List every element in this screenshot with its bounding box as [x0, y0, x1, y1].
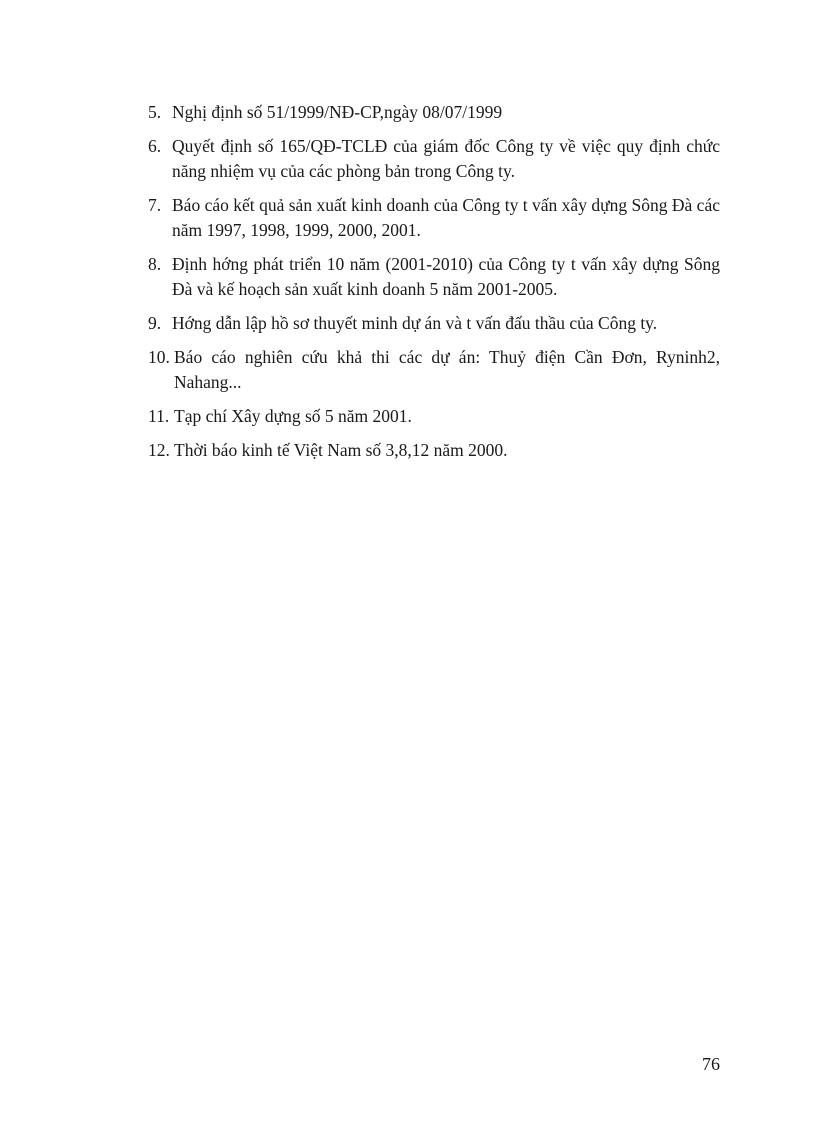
reference-text: Hớng dẫn lập hồ sơ thuyết minh dự án và t vấn đấu thầu của Công ty.	[172, 313, 658, 333]
reference-item	[148, 404, 720, 429]
reference-number: 6.	[148, 136, 162, 156]
reference-number: 5.	[148, 102, 162, 122]
reference-text: Quyết định số 165/QĐ-TCLĐ của giám đốc Công ty về việc quy định chức năng nhiệm vụ của các phòng bản trong Công ty.	[172, 136, 720, 181]
reference-text: Nghị định số 51/1999/NĐ-CP,ngày 08/07/1999	[172, 102, 503, 122]
reference-item	[148, 100, 720, 125]
reference-text: Báo cáo kết quả sản xuất kinh doanh của Công ty t vấn xây dựng Sông Đà các năm 1997, 1998, 1999, 2000, 2001.	[172, 195, 720, 240]
reference-text: Thời báo kinh tế Việt Nam số 3,8,12 năm 2000.	[174, 440, 508, 460]
reference-number: 10.	[148, 347, 170, 367]
reference-item	[148, 438, 720, 463]
reference-item	[148, 134, 720, 184]
reference-number: 9.	[148, 313, 162, 333]
reference-item	[148, 311, 720, 336]
reference-item	[148, 193, 720, 243]
reference-number: 8.	[148, 254, 162, 274]
reference-number: 7.	[148, 195, 162, 215]
reference-number: 12.	[148, 440, 170, 460]
reference-item	[148, 345, 720, 395]
reference-text: Định hớng phát triển 10 năm (2001-2010) của Công ty t vấn xây dựng Sông Đà và kế hoạch sản xuất kinh doanh 5 năm 2001-2005.	[172, 254, 720, 299]
reference-text: Báo cáo nghiên cứu khả thi các dự án: Thuỷ điện Cần Đơn, Ryninh2, Nahang...	[174, 347, 720, 392]
reference-number: 11.	[148, 406, 170, 426]
reference-item	[148, 252, 720, 302]
reference-text: Tạp chí Xây dựng số 5 năm 2001.	[174, 406, 412, 426]
page-number: 76	[702, 1054, 720, 1074]
reference-list	[148, 100, 720, 472]
